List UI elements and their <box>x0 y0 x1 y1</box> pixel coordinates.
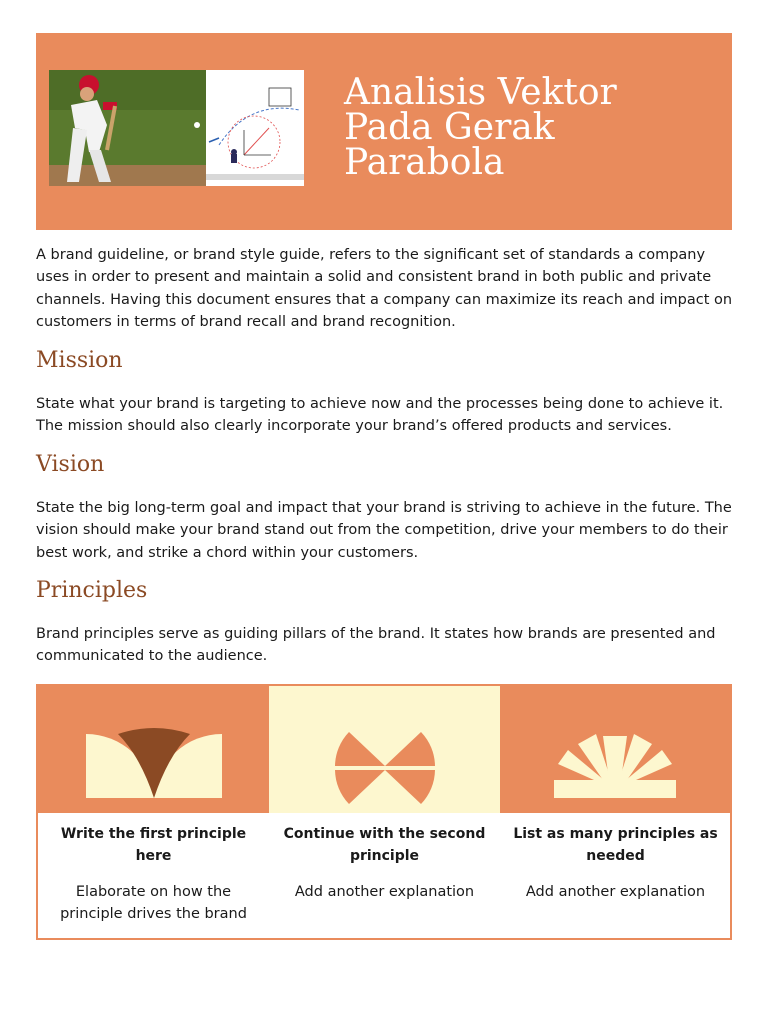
mission-paragraph: State what your brand is targeting to achieve now and the processes being done to achieve it. The mission should also clearly incorporate your brand’s offered products and services. <box>36 396 724 435</box>
mission-heading: Mission <box>36 348 123 373</box>
vision-heading: Vision <box>36 452 105 477</box>
principle-card <box>269 813 500 938</box>
principle-title: List as many principles as needed <box>513 826 718 864</box>
header-banner <box>36 33 732 230</box>
baseball-physics-illustration <box>49 70 304 186</box>
sunrise-icon <box>500 686 731 813</box>
principle-card <box>38 813 269 938</box>
principle-title: Write the first principle here <box>60 826 247 864</box>
arch-leaves-icon <box>38 686 269 813</box>
vision-paragraph: State the big long-term goal and impact that your brand is striving to achieve in the future. The vision should make your brand stand out from the competition, drive your members to do their best work, and strike a chord within your customers. <box>36 500 732 561</box>
principle-description: Add another explanation <box>294 884 475 900</box>
title-line: Pada Gerak <box>344 107 555 148</box>
principle-description: Add another explanation <box>525 884 706 900</box>
principle-3-icon-panel <box>500 686 731 813</box>
principle-description: Elaborate on how the principle drives the brand <box>60 884 247 922</box>
principle-1-icon-panel <box>38 686 269 813</box>
quarter-circles-icon <box>269 686 500 813</box>
principle-title: Continue with the second principle <box>283 826 486 864</box>
principles-paragraph: Brand principles serve as guiding pillars of the brand. It states how brands are presented and communicated to the audience. <box>36 626 716 665</box>
title-line: Analisis Vektor <box>344 72 617 113</box>
title-line: Parabola <box>344 142 505 183</box>
intro-paragraph: A brand guideline, or brand style guide, refers to the significant set of standards a company uses in order to present and maintain a solid and consistent brand in both public and private channels. Having this document ensures that a company can maximize its reach and impact on customers in terms of brand recall and brand recognition. <box>36 247 733 331</box>
page-title <box>344 72 714 183</box>
principles-grid <box>36 684 732 940</box>
principle-card <box>500 813 731 938</box>
principle-2-icon-panel <box>269 686 500 813</box>
principles-heading: Principles <box>36 578 148 603</box>
header-image <box>49 70 304 186</box>
